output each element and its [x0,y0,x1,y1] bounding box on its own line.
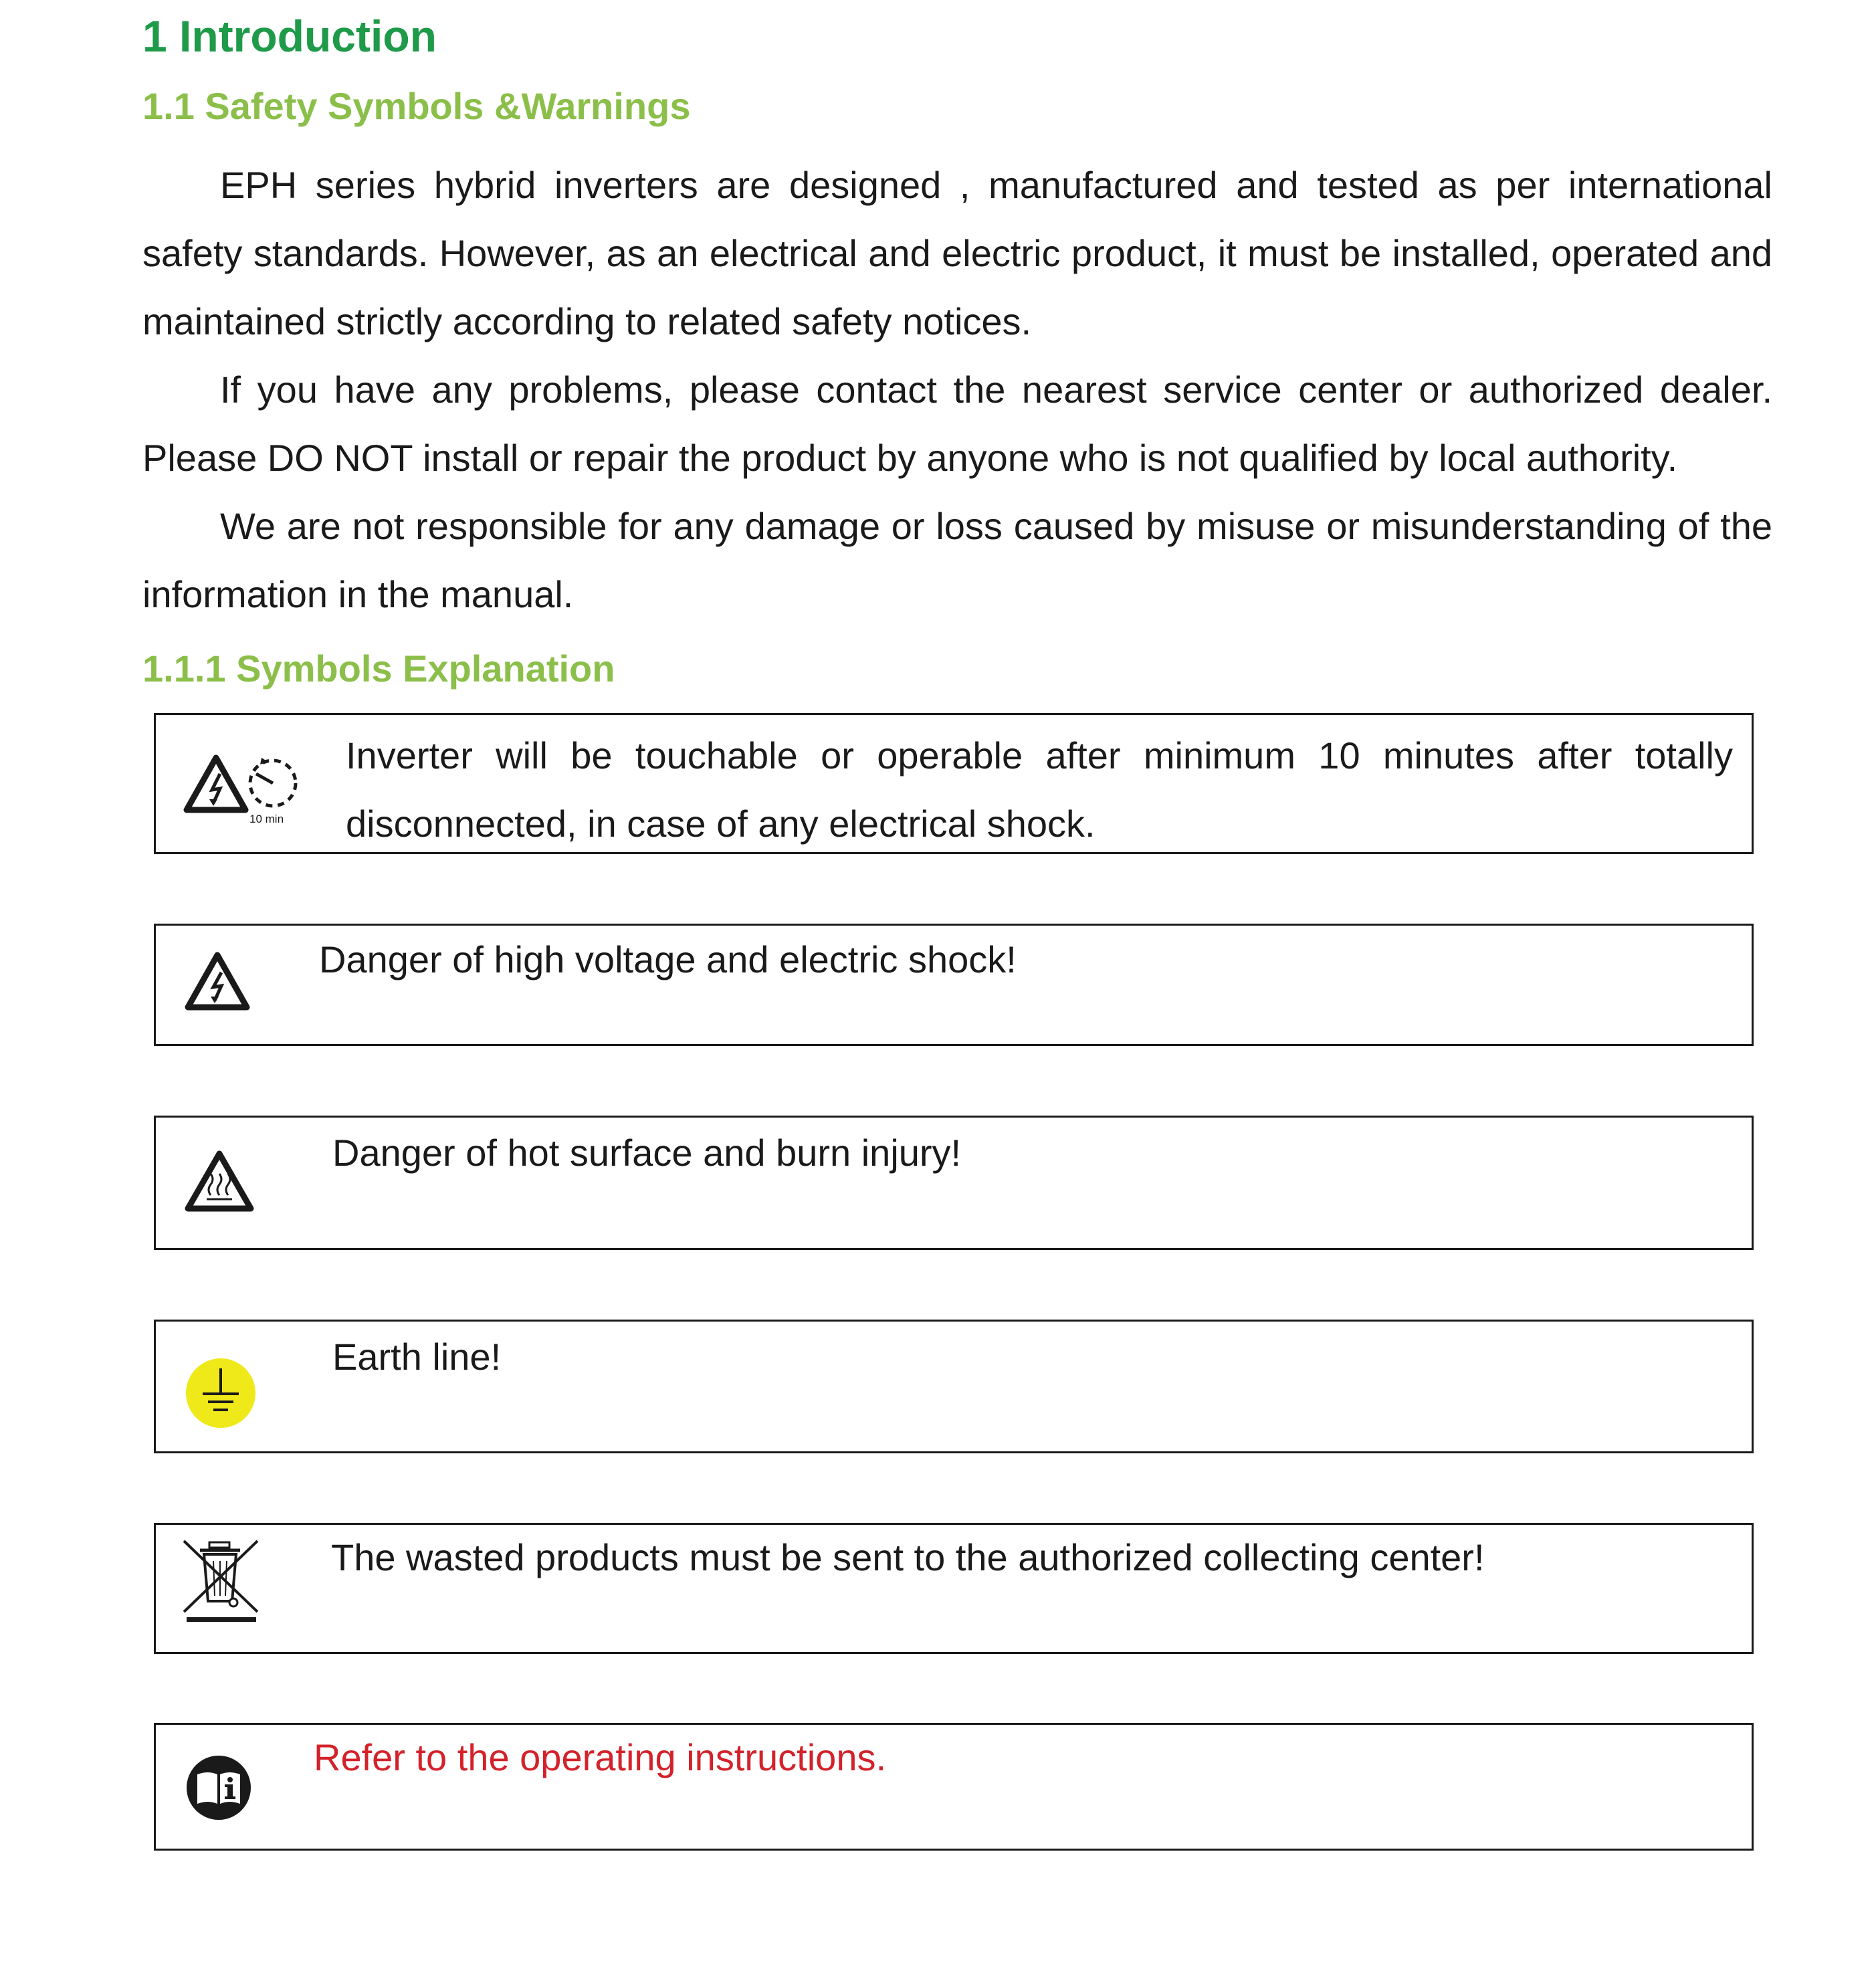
weee-crossed-bin-icon [183,1538,263,1629]
operating-instructions-icon [185,1754,252,1825]
symbol-description: Danger of hot surface and burn injury! [332,1132,962,1174]
section-title: 1.1 Safety Symbols &Warnings [142,85,691,127]
hot-surface-warning-icon [183,1147,256,1217]
symbol-row-earth [154,1320,1754,1453]
intro-paragraph: EPH series hybrid inverters are designed , manufactured and tested as per international safety standards. However, as an electrical and electric product, it must be installed, operated and maintained strictly according to related safety notices. [142,164,1772,342]
symbol-description: The wasted products must be sent to the authorized collecting center! [331,1536,1485,1578]
symbol-description: Refer to the operating instructions. [314,1736,887,1778]
symbol-row-high-voltage [154,924,1754,1046]
chapter-title: 1 Introduction [142,11,437,61]
symbol-row-hot-surface [154,1116,1754,1250]
electric-shock-timer-icon [183,751,303,825]
disclaimer-paragraph: We are not responsible for any damage or loss caused by misuse or misunderstanding of the information in the manual. [142,505,1772,615]
symbol-description: Inverter will be touchable or operable after minimum 10 minutes after totally disconnected, in case of any electrical shock. [346,734,1733,845]
symbol-description: Danger of high voltage and electric shock! [319,938,1017,980]
contact-paragraph: If you have any problems, please contact the nearest service center or authorized dealer. Please DO NOT install or repair the product by anyone who is not qualified by local authority. [142,369,1772,479]
ten-min-label: 10 min [249,813,284,825]
symbol-row-instructions [154,1723,1754,1851]
symbol-description: Earth line! [332,1336,502,1378]
earth-ground-icon [184,1356,257,1433]
symbol-row-waste-disposal [154,1523,1754,1654]
high-voltage-warning-icon [183,947,252,1017]
subsection-title: 1.1.1 Symbols Explanation [142,647,615,690]
symbol-row-discharge-time [154,713,1754,854]
